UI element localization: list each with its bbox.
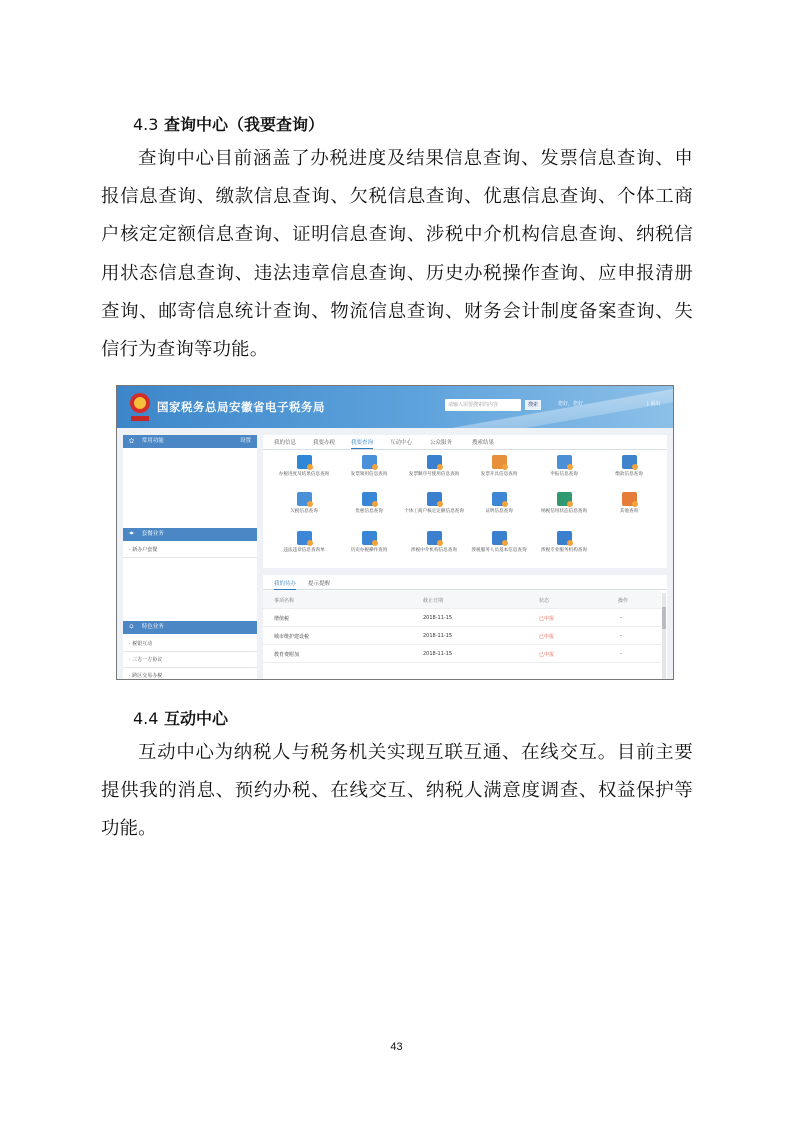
- settings-link[interactable]: 设置: [239, 438, 251, 444]
- sidebar-item-label: 跨区交易办税: [132, 673, 163, 679]
- query-icon: [622, 455, 637, 469]
- page-number: 43: [390, 1041, 403, 1053]
- query-icon: [557, 455, 572, 469]
- tab-reminders[interactable]: 提示提醒: [308, 581, 331, 587]
- tab-public-service[interactable]: 公众服务: [430, 440, 453, 446]
- query-icon: [557, 531, 572, 545]
- sidebar-item-agreement[interactable]: · 三方一方协议: [129, 657, 163, 663]
- site-title: 国家税务总局安徽省电子税务局: [157, 400, 325, 414]
- query-icon: [297, 455, 312, 469]
- query-icon: [622, 492, 637, 506]
- main-panel: [263, 435, 667, 568]
- query-item-label: 其他查询: [619, 509, 639, 514]
- query-item-label: 办税进度及结果信息查询: [278, 472, 330, 477]
- query-icon: [362, 531, 377, 545]
- query-item[interactable]: [273, 531, 335, 554]
- query-icon: [362, 492, 377, 506]
- user-greeting[interactable]: 您好，您好: [558, 401, 584, 407]
- query-item[interactable]: [338, 455, 400, 478]
- query-icon: [427, 531, 442, 545]
- query-icon: [427, 455, 442, 469]
- section-number: 4.3: [133, 115, 159, 134]
- query-item[interactable]: [533, 492, 595, 515]
- row-name: 增值税: [274, 616, 290, 622]
- site-banner: [117, 386, 673, 428]
- col-item-name: 事项名称: [274, 598, 295, 604]
- row-status: 已申报: [539, 634, 555, 640]
- package-business-label: 套餐业务: [141, 531, 164, 537]
- todo-panel: [263, 575, 667, 679]
- query-item[interactable]: [468, 455, 530, 478]
- query-item[interactable]: [598, 455, 660, 478]
- sidebar-item-label: 税银互动: [132, 641, 153, 647]
- sidebar-item-label: 新办户套餐: [132, 547, 158, 553]
- section-heading-4-4: [133, 706, 228, 729]
- logout-link[interactable]: | 退出: [647, 401, 661, 407]
- tab-my-info[interactable]: 我的信息: [274, 440, 297, 446]
- query-item-label: 个体工商户核定定额信息查询: [404, 509, 464, 514]
- special-business-label: 特色业务: [141, 624, 164, 630]
- row-action: -: [620, 651, 622, 657]
- sidebar-item-label: 三方一方协议: [132, 657, 163, 663]
- tax-bureau-screenshot: [116, 385, 674, 680]
- row-action: -: [620, 633, 622, 639]
- query-item[interactable]: [533, 531, 595, 554]
- row-date: 2018-11-15: [423, 615, 453, 621]
- query-item[interactable]: [598, 492, 660, 515]
- query-item-label: 纳税信用状态信息查询: [541, 509, 587, 514]
- query-icon: [297, 531, 312, 545]
- query-item-label: 缴款信息查询: [615, 472, 643, 477]
- query-item[interactable]: [338, 531, 400, 554]
- tab-tax-handling[interactable]: 我要办税: [313, 440, 336, 446]
- query-item-label: 发票领用信息查询: [350, 472, 388, 477]
- col-status: 状态: [539, 598, 550, 604]
- row-action: -: [620, 615, 622, 621]
- query-item[interactable]: [338, 492, 400, 515]
- query-item[interactable]: [468, 531, 530, 554]
- sidebar-item-bank-tax[interactable]: · 税银互动: [129, 641, 153, 647]
- special-business-header: [123, 621, 257, 634]
- query-icon: [297, 492, 312, 506]
- query-item[interactable]: [273, 492, 335, 515]
- search-button[interactable]: 搜索: [525, 400, 541, 410]
- table-row[interactable]: [263, 645, 661, 663]
- table-row[interactable]: [263, 609, 661, 627]
- query-icon: [557, 492, 572, 506]
- query-item-label: 涉税中介机构信息查询: [411, 548, 457, 553]
- section-heading-4-3: [133, 112, 324, 135]
- query-item[interactable]: [468, 492, 530, 515]
- star-icon: [129, 438, 134, 443]
- query-item-label: 涉税专业服务机构查询: [541, 548, 587, 553]
- query-item[interactable]: [403, 492, 465, 515]
- query-item[interactable]: [403, 455, 465, 478]
- tab-search-results[interactable]: 搜索结果: [472, 440, 495, 446]
- todo-tabs: [263, 575, 667, 590]
- query-item[interactable]: [403, 531, 465, 554]
- section-title: 互动中心: [164, 709, 229, 728]
- query-item-label: 发票开具信息查询: [480, 472, 518, 477]
- query-icon: [492, 455, 507, 469]
- main-tabs: [263, 435, 667, 450]
- layers-icon: [129, 531, 134, 536]
- row-status: 已申报: [539, 652, 555, 658]
- section-4-4-body: 互动中心为纳税人与税务机关实现互联互通、在线交互。目前主要提供我的消息、预约办税、在线交互、纳税人满意度调查、权益保护等功能。: [101, 742, 693, 840]
- package-business-header: [123, 528, 257, 541]
- common-functions-label: 常用功能: [141, 438, 164, 444]
- query-icon: [427, 492, 442, 506]
- query-item[interactable]: [533, 455, 595, 478]
- query-item-label: 涉税服务人员基本信息查询: [471, 548, 527, 553]
- query-item-label: 证明信息查询: [485, 509, 513, 514]
- query-item-label: 历史办税操作查询: [350, 548, 388, 553]
- row-name: 城市维护建设税: [274, 634, 310, 640]
- common-functions-header: [123, 435, 257, 448]
- sidebar-item-new-household[interactable]: · 新办户套餐: [129, 547, 158, 553]
- search-input[interactable]: 请输入需要搜索的内容: [445, 399, 521, 411]
- left-sidebar: [123, 435, 257, 679]
- row-name: 教育费附加: [274, 652, 300, 658]
- query-item-label: 欠税信息查询: [290, 509, 318, 514]
- col-deadline: 截止日期: [423, 598, 444, 604]
- query-item-label: 违法违章信息查询单: [283, 548, 325, 553]
- query-item-label: 申报信息查询: [550, 472, 578, 477]
- table-row[interactable]: [263, 627, 661, 645]
- row-status: 已申报: [539, 616, 555, 622]
- section-4-3-body: 查询中心目前涵盖了办税进度及结果信息查询、发票信息查询、申报信息查询、缴款信息查询、欠税信息查询、优惠信息查询、个体工商户核定定额信息查询、证明信息查询、涉税中介机构信息查询、纳税信用状态信息查询、违法违章信息查询、历史办税操作查询、应申报清册查询、邮寄信息统计查询、物流信息查询、财务会计制度备案查询、失信行为查询等功能。: [101, 148, 693, 361]
- query-icon: [362, 455, 377, 469]
- bell-icon: [129, 624, 134, 629]
- tab-my-todo[interactable]: 我的待办: [274, 579, 296, 590]
- tax-emblem-icon: [127, 391, 153, 423]
- tab-query[interactable]: 我要查询: [351, 438, 373, 449]
- todo-table-header: [263, 591, 661, 609]
- col-action: 操作: [618, 598, 629, 604]
- section-title: 查询中心（我要查询）: [164, 115, 325, 134]
- table-scrollbar[interactable]: [662, 593, 666, 679]
- query-item-label: 优惠信息查询: [355, 509, 383, 514]
- query-icon: [492, 492, 507, 506]
- query-item-label: 发票顺序号使用信息查询: [408, 472, 460, 477]
- section-number: 4.4: [133, 709, 159, 728]
- row-date: 2018-11-15: [423, 651, 453, 657]
- row-date: 2018-11-15: [423, 633, 453, 639]
- tab-interaction[interactable]: 互动中心: [390, 440, 413, 446]
- query-item[interactable]: [273, 455, 335, 478]
- query-icon: [492, 531, 507, 545]
- sidebar-item-cross-region[interactable]: · 跨区交易办税: [129, 673, 163, 679]
